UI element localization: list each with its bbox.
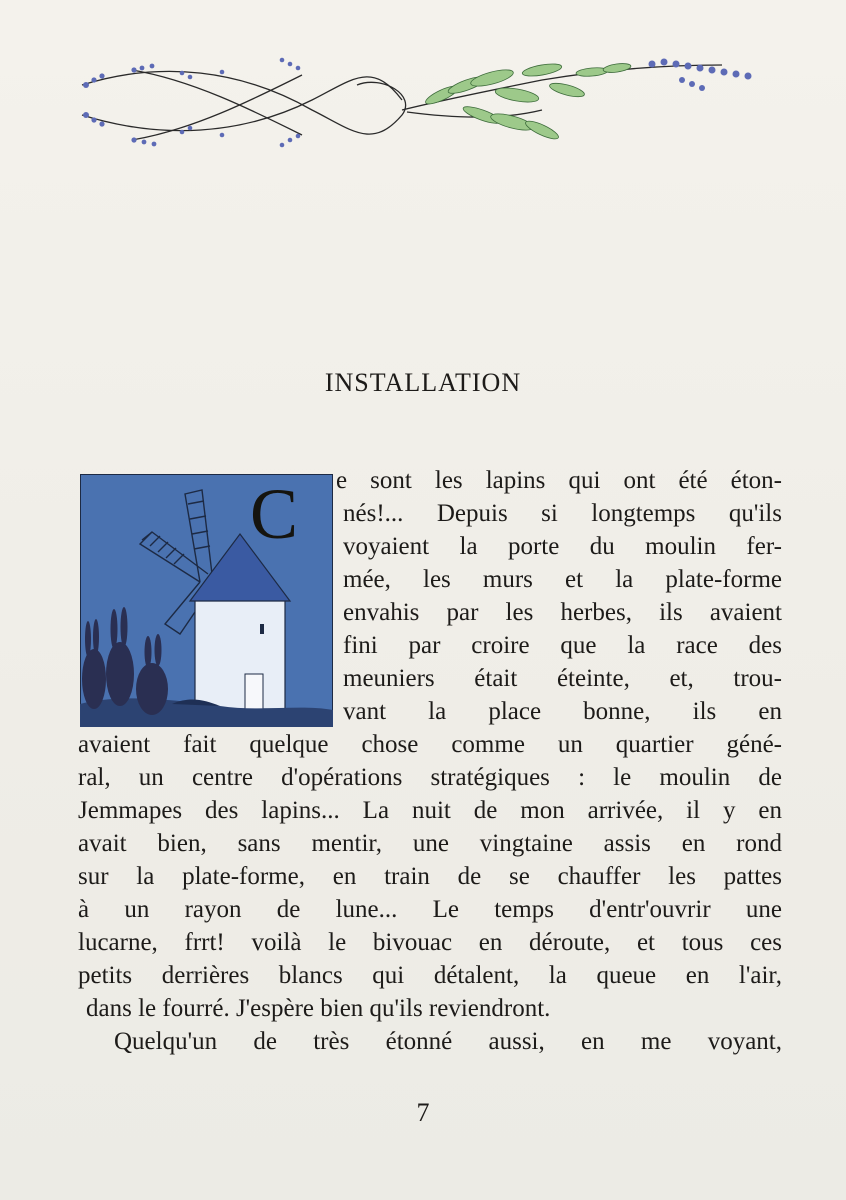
text-line: dans le fourré. J'espère bien qu'ils reviendront. xyxy=(86,995,551,1022)
text-line: Jemmapes des lapins... La nuit de mon arrivée, il y en xyxy=(78,797,782,824)
text-line: fini par croire que la race des xyxy=(343,632,782,659)
text-line: mée, les murs et la plate-forme xyxy=(343,566,782,593)
text-line: petits derrières blancs qui détalent, la queue en l'air, xyxy=(78,962,782,989)
drop-cap-letter: C xyxy=(250,474,299,554)
text-line: e sont les lapins qui ont été éton- xyxy=(336,467,782,494)
text-line: ral, un centre d'opérations stratégiques : le moulin de xyxy=(78,764,782,791)
text-line: sur la plate-forme, en train de se chauffer les pattes xyxy=(78,863,782,890)
text-line: avait bien, sans mentir, une vingtaine assis en rond xyxy=(78,830,782,857)
text-line: voyaient la porte du moulin fer- xyxy=(343,533,782,560)
text-line: envahis par les herbes, ils avaient xyxy=(343,599,782,626)
text-line: à un rayon de lune... Le temps d'entr'ouvrir une xyxy=(78,896,782,923)
text-line: Quelqu'un de très étonné aussi, en me voyant, xyxy=(114,1028,782,1055)
text-line: nés!... Depuis si longtemps qu'ils xyxy=(343,500,782,527)
text-line: meuniers était éteinte, et, trou- xyxy=(343,665,782,692)
chapter-title: INSTALLATION xyxy=(324,368,522,397)
lavender-branch-ornament xyxy=(72,40,772,160)
text-line: vant la place bonne, ils en xyxy=(343,698,782,725)
page-number: 7 xyxy=(416,1098,430,1127)
text-line: lucarne, frrt! voilà le bivouac en déroute, et tous ces xyxy=(78,929,782,956)
text-line: avaient fait quelque chose comme un quartier géné- xyxy=(78,731,782,758)
